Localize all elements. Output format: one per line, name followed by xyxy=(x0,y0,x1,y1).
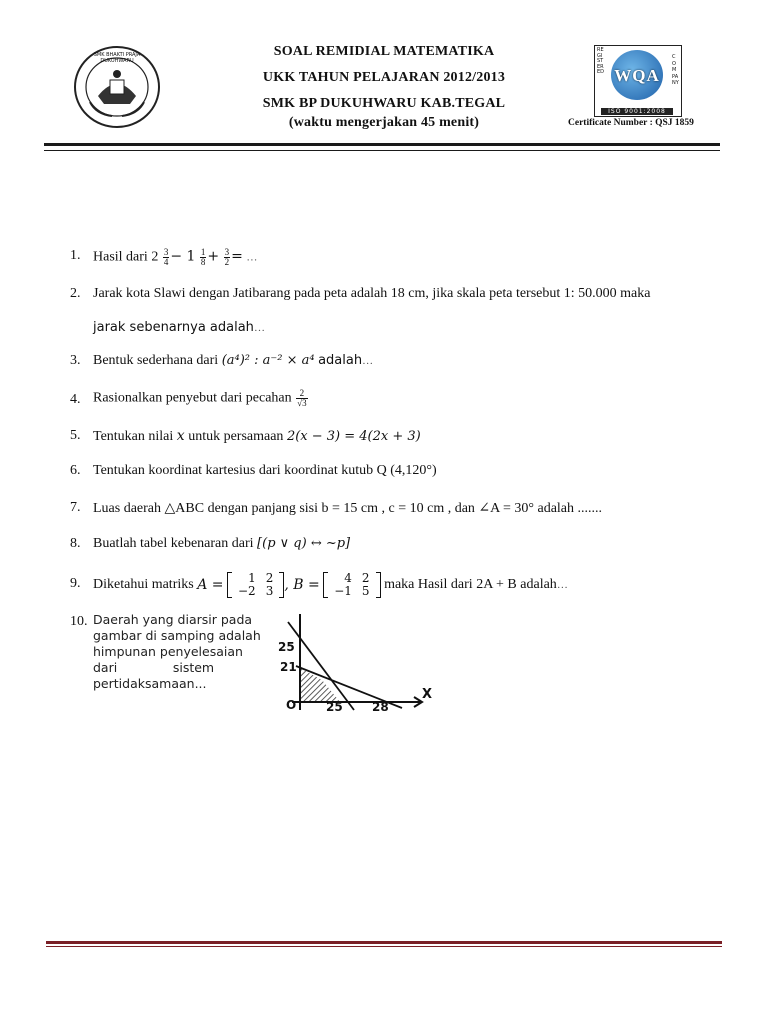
certificate-number: Certificate Number : QSJ 1859 xyxy=(568,118,694,128)
y-tick-25: 25 xyxy=(278,640,295,654)
fraction: $\frac{1}{8}$ xyxy=(200,247,206,267)
document-title: SOAL REMIDIAL MATEMATIKA xyxy=(273,44,495,59)
document-subtitle: UKK TAHUN PELAJARAN 2012/2013 xyxy=(262,70,506,85)
wqa-company: COMPANY xyxy=(672,54,679,86)
matrix-b: 4 2 −1 5 xyxy=(323,572,380,598)
x-tick-28: 28 xyxy=(372,700,389,714)
footer-rule-thin xyxy=(46,946,722,947)
time-limit: (waktu mengerjakan 45 menit) xyxy=(288,115,480,130)
fraction: $\frac{3}{4}$ xyxy=(163,247,169,267)
matrix-a: 1 2 −2 3 xyxy=(227,572,284,598)
y-tick-21: 21 xyxy=(280,660,297,674)
x-axis-label: X xyxy=(422,687,433,702)
shaded-region xyxy=(300,668,340,702)
fraction: $\frac{3}{2}$ xyxy=(224,247,230,267)
footer-rule-thick xyxy=(46,941,722,944)
wqa-registered: REGISTERED xyxy=(597,47,605,75)
wqa-brand: WQA xyxy=(614,66,660,85)
origin-label: O xyxy=(286,698,297,712)
inequality-graph xyxy=(270,610,440,720)
x-tick-25: 25 xyxy=(326,700,343,714)
school-name: SMK BP DUKUHWARU KAB.TEGAL xyxy=(262,96,506,111)
math-expression: [(p ∨ q) ↔ ~p] xyxy=(257,536,351,551)
wqa-logo xyxy=(594,45,682,117)
fraction: $\frac{2}{√3}$ xyxy=(297,388,307,408)
school-logo-text: SMK BHAKTI PRAJA DUKUHWARU xyxy=(93,52,141,64)
wqa-iso: ISO 9001:2008 xyxy=(601,108,673,115)
header-rule-thick xyxy=(44,143,720,146)
header-rule-thin xyxy=(44,150,720,151)
math-expression: 2(x − 3) = 4(2x + 3) xyxy=(286,429,421,444)
question-10-text: Daerah yang diarsir pada gambar di samping adalah himpunan penyelesaian dari sistem pertidaksamaan... xyxy=(93,612,261,691)
math-expression: (a⁴)² : a⁻² × a⁴ xyxy=(221,353,315,368)
